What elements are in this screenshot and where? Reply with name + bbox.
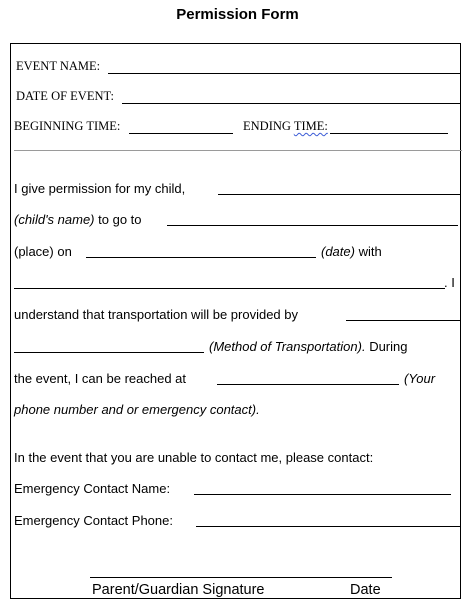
unable-contact-text: In the event that you are unable to contact me, please contact: bbox=[14, 450, 374, 465]
transportation-field-a[interactable] bbox=[346, 320, 460, 321]
line4-end-text: . I bbox=[444, 275, 455, 290]
permission-text-line1: I give permission for my child, bbox=[14, 181, 186, 196]
method-hint: (Method of Transportation). bbox=[209, 339, 366, 354]
ending-time-label-prefix: ENDING bbox=[243, 119, 294, 133]
ending-time-label-word: TIME: bbox=[293, 119, 328, 133]
with-whom-field[interactable] bbox=[14, 288, 445, 289]
child-name-hint: (child's name) bbox=[14, 212, 95, 227]
transportation-field-b[interactable] bbox=[14, 352, 204, 353]
signature-date-label: Date bbox=[350, 582, 381, 598]
signature-line[interactable] bbox=[90, 577, 392, 578]
emergency-phone-field[interactable] bbox=[196, 526, 460, 527]
phone-hint bbox=[14, 402, 260, 417]
reached-at-text: the event, I can be reached at bbox=[14, 371, 187, 386]
event-name-label: EVENT NAME: bbox=[16, 59, 101, 73]
emergency-name-label: Emergency Contact Name: bbox=[14, 481, 171, 496]
event-date-label: DATE OF EVENT: bbox=[16, 89, 114, 103]
form-title: Permission Form bbox=[176, 6, 299, 23]
beginning-time-field[interactable] bbox=[129, 133, 233, 134]
child-name-field[interactable] bbox=[218, 194, 460, 195]
during-text: During bbox=[369, 339, 408, 354]
your-hint-italic: (Your bbox=[404, 371, 436, 386]
event-date-field[interactable] bbox=[122, 103, 460, 104]
ending-time-label bbox=[243, 119, 328, 134]
phone-hint-italic: phone number and or emergency contact). bbox=[14, 402, 260, 417]
permission-text-line2 bbox=[14, 212, 142, 227]
parent-signature-label: Parent/Guardian Signature bbox=[92, 582, 265, 598]
with-text: with bbox=[358, 244, 382, 259]
your-hint bbox=[404, 371, 435, 386]
ending-time-field[interactable] bbox=[330, 133, 448, 134]
place-on-text: (place) on bbox=[14, 244, 72, 259]
place-field[interactable] bbox=[167, 225, 458, 226]
date-hint: (date) bbox=[321, 244, 355, 259]
emergency-name-field[interactable] bbox=[194, 494, 451, 495]
go-to-text: to go to bbox=[98, 212, 142, 227]
contact-number-field[interactable] bbox=[217, 384, 399, 385]
transportation-hint bbox=[209, 339, 407, 354]
section-divider bbox=[14, 150, 462, 151]
emergency-phone-label: Emergency Contact Phone: bbox=[14, 513, 173, 528]
date-with-text bbox=[321, 244, 382, 259]
transportation-text: understand that transportation will be provided by bbox=[14, 307, 299, 322]
event-name-field[interactable] bbox=[108, 73, 460, 74]
date-field[interactable] bbox=[86, 257, 316, 258]
beginning-time-label: BEGINNING TIME: bbox=[14, 119, 121, 133]
